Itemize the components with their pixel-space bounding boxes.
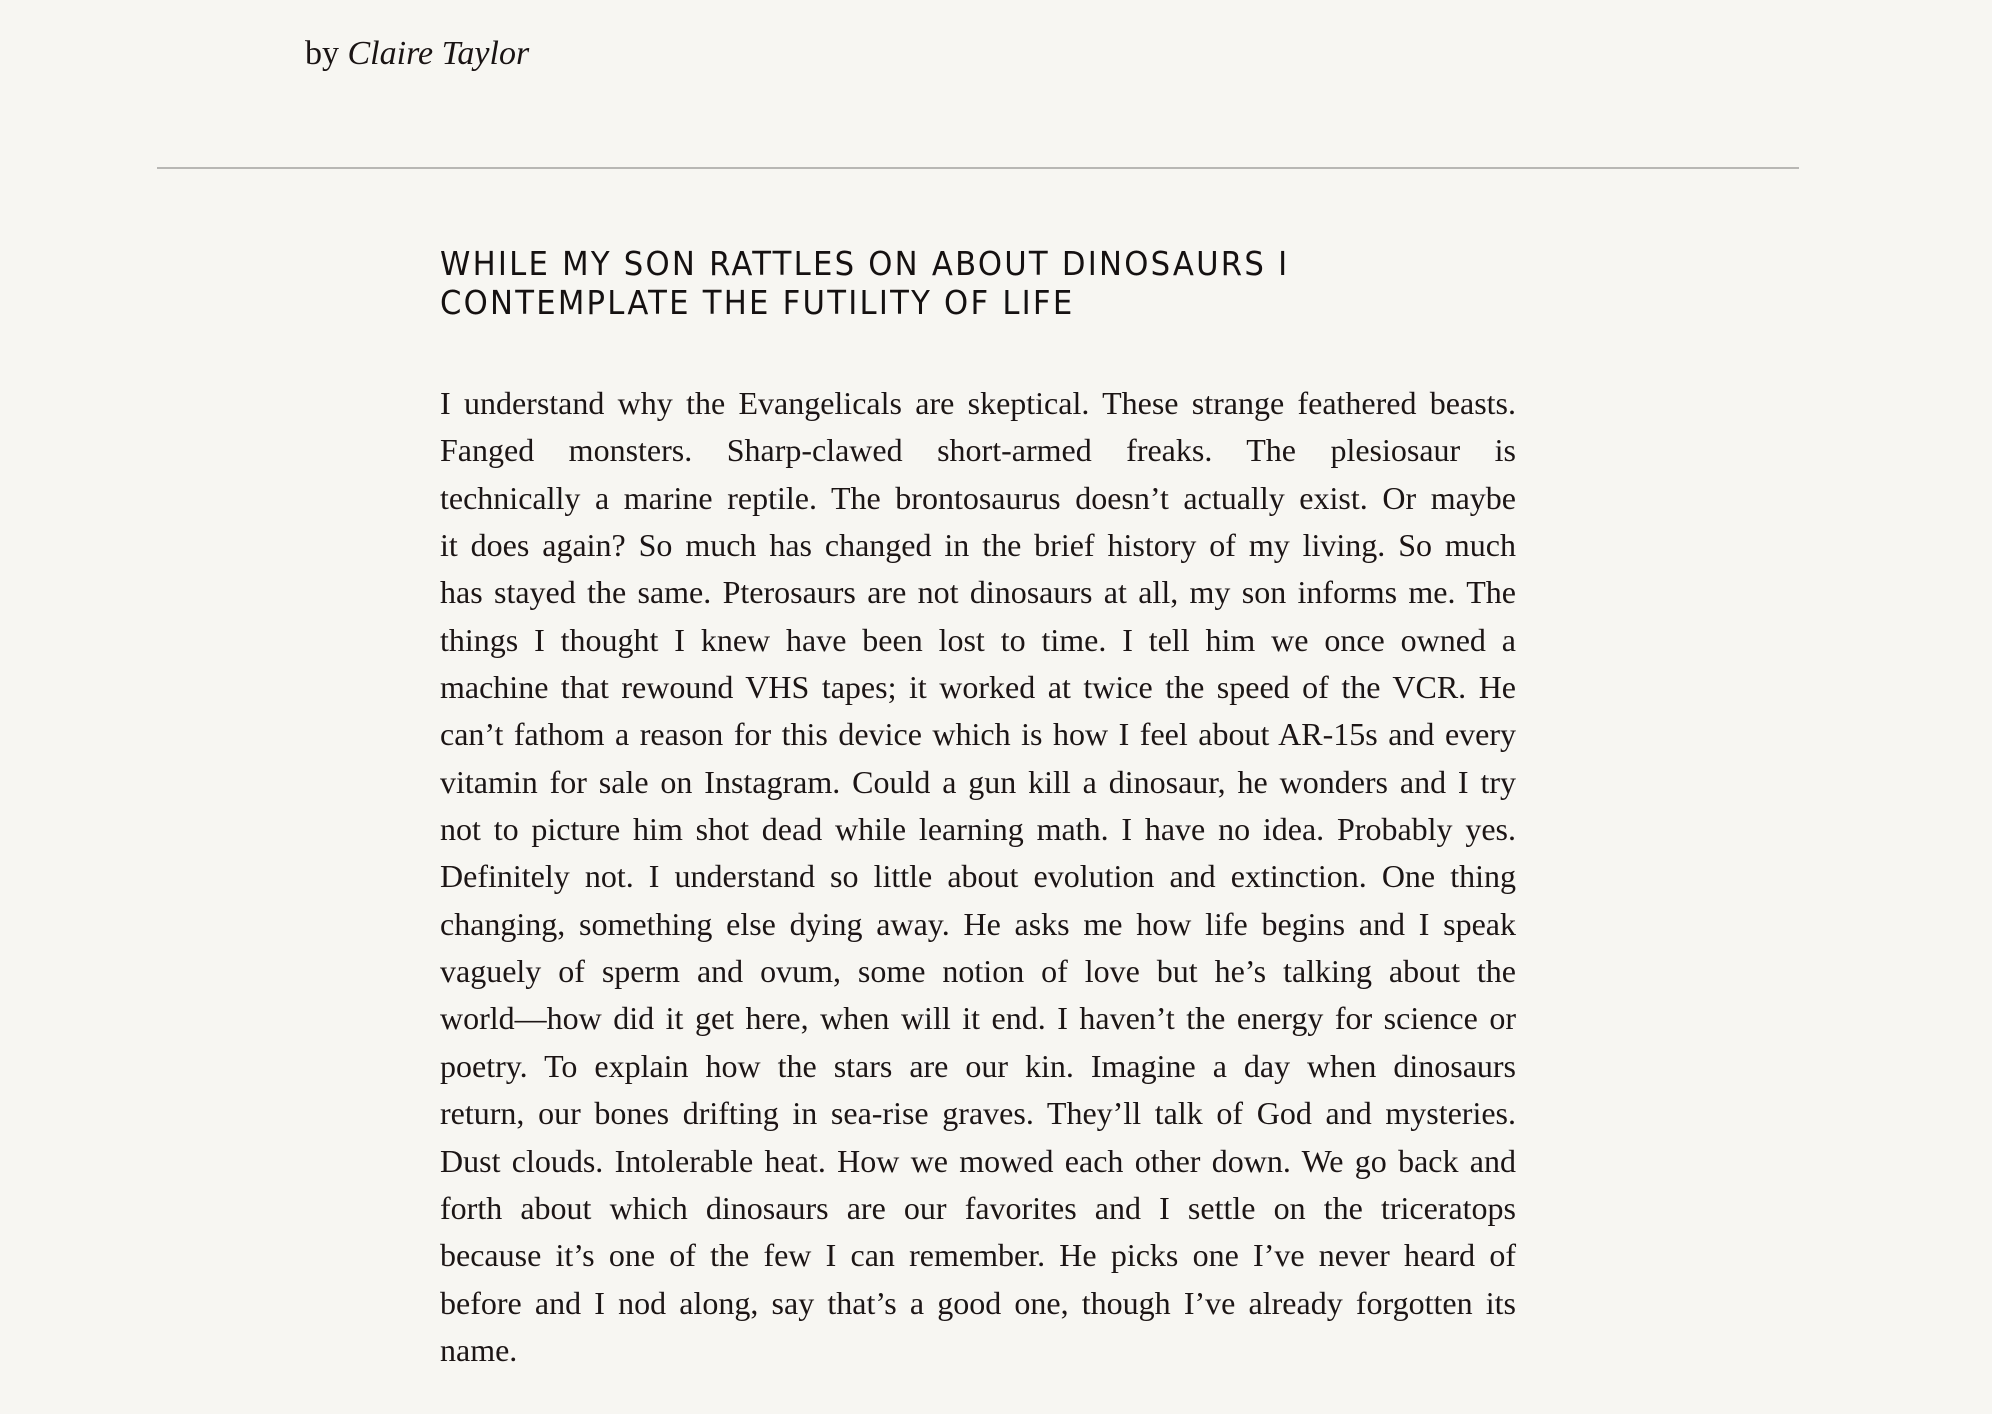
- poem-line: machine that rewound VHS tapes; it worked at twice the speed of the VCR. He: [440, 669, 1516, 706]
- poem-line: Fanged monsters. Sharp-clawed short-armed freaks. The plesiosaur is: [440, 432, 1516, 469]
- poem-line: name.: [440, 1331, 518, 1368]
- poem-line: return, our bones drifting in sea-rise graves. They’ll talk of God and mysteries.: [440, 1095, 1516, 1132]
- poem-line: before and I nod along, say that’s a good one, though I’ve already forgotten its: [440, 1284, 1516, 1321]
- poem-title-line: CONTEMPLATE THE FUTILITY OF LIFE: [440, 283, 1075, 322]
- poem-line: technically a marine reptile. The brontosaurus doesn’t actually exist. Or maybe: [440, 479, 1516, 516]
- poem-line: not to picture him shot dead while learning math. I have no idea. Probably yes.: [440, 811, 1516, 848]
- poem-line: forth about which dinosaurs are our favorites and I settle on the triceratops: [440, 1189, 1516, 1226]
- poem-title-line: WHILE MY SON RATTLES ON ABOUT DINOSAURS I: [440, 244, 1290, 283]
- poem-line: it does again? So much has changed in the brief history of my living. So much: [440, 527, 1516, 564]
- poem-body: [440, 380, 1516, 1374]
- poem-line: changing, something else dying away. He asks me how life begins and I speak: [440, 905, 1516, 942]
- poem-line: vitamin for sale on Instagram. Could a gun kill a dinosaur, he wonders and I try: [440, 763, 1516, 800]
- poem-line: poetry. To explain how the stars are our kin. Imagine a day when dinosaurs: [440, 1047, 1516, 1084]
- poem-line: Definitely not. I understand so little about evolution and extinction. One thing: [440, 858, 1516, 895]
- poem-line: has stayed the same. Pterosaurs are not dinosaurs at all, my son informs me. The: [440, 574, 1516, 611]
- byline: [305, 34, 529, 74]
- byline-prefix: by: [305, 35, 339, 72]
- poem-line: because it’s one of the few I can remember. He picks one I’ve never heard of: [440, 1237, 1516, 1274]
- poem-line: things I thought I knew have been lost to time. I tell him we once owned a: [440, 621, 1516, 658]
- poem-line: can’t fathom a reason for this device which is how I feel about AR-15s and every: [440, 716, 1516, 753]
- poem-title: [440, 244, 1440, 322]
- poem-line: vaguely of sperm and ovum, some notion of love but he’s talking about the: [440, 953, 1516, 990]
- divider: [157, 167, 1799, 169]
- poem-line: world—how did it get here, when will it end. I haven’t the energy for science or: [440, 1000, 1516, 1037]
- author-name[interactable]: Claire Taylor: [347, 35, 530, 72]
- poem-line: I understand why the Evangelicals are skeptical. These strange feathered beasts.: [440, 385, 1516, 421]
- poem-line: Dust clouds. Intolerable heat. How we mowed each other down. We go back and: [440, 1142, 1516, 1179]
